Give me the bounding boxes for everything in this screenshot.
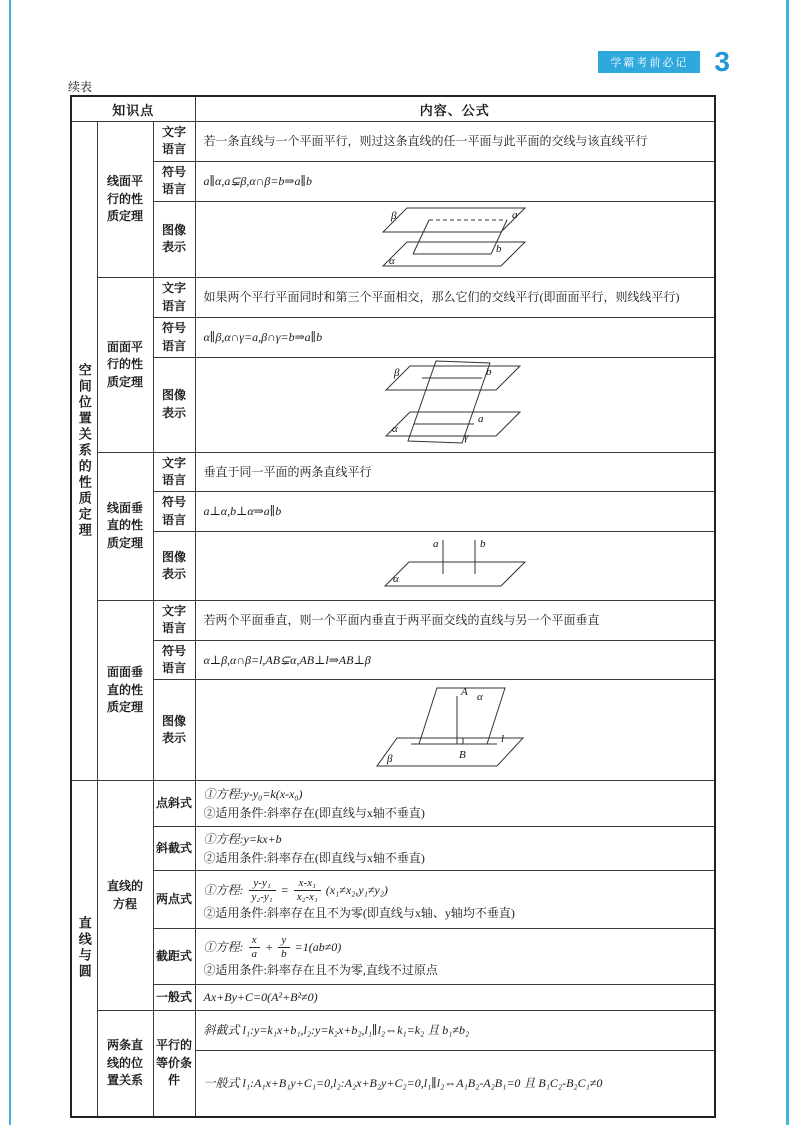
row-label: 斜截式 (156, 840, 193, 855)
plus-sign: + (265, 940, 274, 955)
content-cell (195, 532, 715, 601)
label-plane-beta: β (390, 209, 397, 222)
group-name: 线面平行的性质定理 (107, 174, 144, 224)
content-cell: α∥β,α∩γ=a,β∩γ=b⇒a∥b (195, 318, 715, 358)
row-label: 文字语言 (162, 125, 187, 157)
table-row (71, 161, 715, 201)
col-header-knowledge: 知识点 (71, 96, 195, 122)
content-cell (195, 781, 715, 827)
group-name-cell (97, 122, 153, 278)
row-label-cell (153, 532, 195, 601)
equals-sign: = (280, 883, 289, 898)
diagram-line-plane-parallel (365, 204, 545, 270)
label-line-b: b (479, 538, 486, 551)
diagram-plane-plane-perpendicular (375, 682, 535, 772)
row-label: 平行的等价条件 (156, 1038, 193, 1088)
content-cell: 如果两个平行平面同时和第三个平面相交，那么它们的交线平行(即面面平行，则线线平行) (195, 278, 715, 318)
content-cell: 若两个平面垂直，则一个平面内垂直于两平面交线的直线与另一个平面垂直 (195, 600, 715, 640)
content-cell (195, 357, 715, 452)
content-cell: 垂直于同一平面的两条直线平行 (195, 452, 715, 492)
group-name: 直线的方程 (107, 879, 144, 911)
row-label-cell (153, 122, 195, 162)
table-row (71, 600, 715, 640)
group-name-cell (97, 278, 153, 452)
fraction: $\frac{\text{y-y₁}}{\text{y₂-y₁}}$ (249, 877, 276, 904)
row-label: 图像表示 (162, 222, 187, 255)
section2-title-cell (71, 781, 97, 1117)
label-point-B: B (458, 749, 466, 762)
table-row (71, 640, 715, 680)
section1-title-cell (71, 122, 97, 781)
content-cell: 斜截式 l₁:y=k₁x+b₁,l₂:y=k₂x+b₂,l₁∥l₂⇔k₁=k₂ 且 b₁≠b₂ (195, 1011, 715, 1051)
row-label: 符号语言 (162, 643, 187, 676)
table-row (71, 122, 715, 162)
row-label-cell (153, 600, 195, 640)
content-cell: α⊥β,α∩β=l,AB⊊α,AB⊥l⇒AB⊥β (195, 640, 715, 680)
formula-suffix: =1(ab≠0) (294, 940, 342, 955)
row-label: 截距式 (156, 949, 193, 964)
formula-condition: ②适用条件:斜率存在且不为零,直线不过原点 (203, 963, 438, 978)
right-edge-rule (786, 0, 789, 1125)
page-header (598, 48, 730, 76)
fraction: $\frac{\text{x-x₁}}{\text{x₂-x₁}}$ (294, 877, 321, 904)
formula-prefix: ①方程: (203, 940, 244, 955)
row-label-cell (153, 781, 195, 827)
page-number: 3 (714, 46, 730, 77)
row-label-cell (153, 871, 195, 929)
row-label-cell (153, 680, 195, 781)
formula-equation: ①方程:y=kx+b (203, 832, 282, 847)
content-cell: a⊥α,b⊥α⇒a∥b (195, 492, 715, 532)
formula-condition: ②适用条件:斜率存在且不为零(即直线与x轴、y轴均不垂直) (203, 906, 515, 921)
table-row (71, 680, 715, 781)
table-header-row (71, 96, 715, 122)
formula-prefix: ①方程: (203, 883, 244, 898)
row-label-cell (153, 452, 195, 492)
label-line-a: a (432, 538, 439, 551)
label-line-a: a (511, 208, 518, 221)
table-row (71, 827, 715, 871)
col-header-content: 内容、公式 (195, 96, 715, 122)
header-badge: 学霸考前必记 (598, 51, 700, 73)
formula-domain: (x₁≠x₂,y₁≠y₂) (325, 883, 388, 898)
continued-label: 续表 (68, 80, 93, 94)
label-plane-alpha: α (476, 691, 483, 704)
group-name-cell (97, 452, 153, 600)
formula-equation: ①方程:y-y₀=k(x-x₀) (203, 786, 303, 801)
table-row (71, 278, 715, 318)
table-row (71, 781, 715, 827)
label-point-A: A (460, 686, 468, 699)
table-row (71, 929, 715, 985)
row-label: 图像表示 (162, 388, 187, 420)
row-label-cell (153, 827, 195, 871)
row-label-cell (153, 161, 195, 201)
row-label: 文字语言 (162, 603, 187, 636)
group-name: 线面垂直的性质定理 (107, 501, 144, 550)
table-row (71, 1011, 715, 1051)
table-row (71, 452, 715, 492)
row-label: 符号语言 (162, 164, 187, 197)
fraction: $\frac{y}{b}$ (278, 934, 290, 961)
formula-condition: ②适用条件:斜率存在(即直线与x轴不垂直) (203, 805, 425, 820)
content-cell (195, 929, 715, 985)
row-label: 文字语言 (162, 455, 187, 487)
row-label: 图像表示 (162, 713, 187, 746)
row-label-cell (153, 278, 195, 318)
group-name-cell (97, 1011, 153, 1117)
row-label-cell (153, 357, 195, 452)
group-name: 面面平行的性质定理 (107, 339, 144, 389)
row-label-cell (153, 640, 195, 680)
row-label-cell (153, 492, 195, 532)
main-table (70, 95, 716, 1118)
row-label-cell (153, 1011, 195, 1117)
content-cell (195, 827, 715, 871)
row-label: 符号语言 (162, 495, 187, 527)
content-cell: 一般式 l₁:A₁x+B₁y+C₁=0,l₂:A₂x+B₂y+C₂=0,l₁∥l₂⇔A₁B₂-A₂B₁=0 且 B₁C₂-B₂C₁≠0 (195, 1051, 715, 1117)
section1-title: 空间位置关系的性质定理 (76, 363, 92, 540)
label-plane-gamma: γ (463, 430, 469, 443)
group-name-cell (97, 600, 153, 780)
group-name: 两条直线的位置关系 (107, 1038, 144, 1088)
group-name-cell (97, 781, 153, 1011)
diagram-plane-plane-parallel (370, 360, 540, 444)
row-label: 文字语言 (162, 281, 187, 313)
formula-equation (204, 877, 707, 904)
content-cell: 若一条直线与一个平面平行，则过这条直线的任一平面与此平面的交线与该直线平行 (195, 122, 715, 162)
table-row (71, 318, 715, 358)
section2-title: 直线与圆 (76, 916, 92, 981)
row-label-cell (153, 929, 195, 985)
label-line-a: a (477, 412, 484, 425)
table-row (71, 492, 715, 532)
table-row (71, 985, 715, 1011)
table-row (71, 357, 715, 452)
group-name: 面面垂直的性质定理 (107, 665, 144, 715)
row-label: 符号语言 (162, 321, 187, 353)
diagram-line-plane-perpendicular (375, 534, 535, 592)
left-edge-rule (9, 0, 11, 1125)
row-label-cell (153, 318, 195, 358)
formula-equation (204, 934, 707, 961)
label-plane-alpha: α (391, 422, 398, 435)
row-label: 一般式 (156, 990, 193, 1005)
label-plane-alpha: α (392, 573, 399, 586)
content-cell (195, 680, 715, 781)
row-label-cell (153, 985, 195, 1011)
fraction: $\frac{x}{a}$ (249, 934, 261, 961)
row-label-cell (153, 201, 195, 278)
label-plane-alpha: α (388, 254, 395, 267)
table-row (71, 871, 715, 929)
content-cell: Ax+By+C=0(A²+B²≠0) (195, 985, 715, 1011)
row-label: 图像表示 (162, 549, 187, 581)
label-line-b: b (485, 365, 492, 378)
content-cell (195, 871, 715, 929)
table-row (71, 201, 715, 278)
label-plane-beta: β (386, 753, 393, 766)
label-plane-beta: β (393, 366, 400, 379)
label-line-l: l (500, 733, 504, 746)
formula-condition: ②适用条件:斜率存在(即直线与x轴不垂直) (203, 850, 425, 865)
content-cell (195, 201, 715, 278)
content-cell: a∥α,a⊊β,α∩β=b⇒a∥b (195, 161, 715, 201)
table-row (71, 532, 715, 601)
label-line-b: b (495, 242, 502, 255)
row-label: 两点式 (156, 892, 193, 907)
row-label: 点斜式 (156, 795, 193, 810)
